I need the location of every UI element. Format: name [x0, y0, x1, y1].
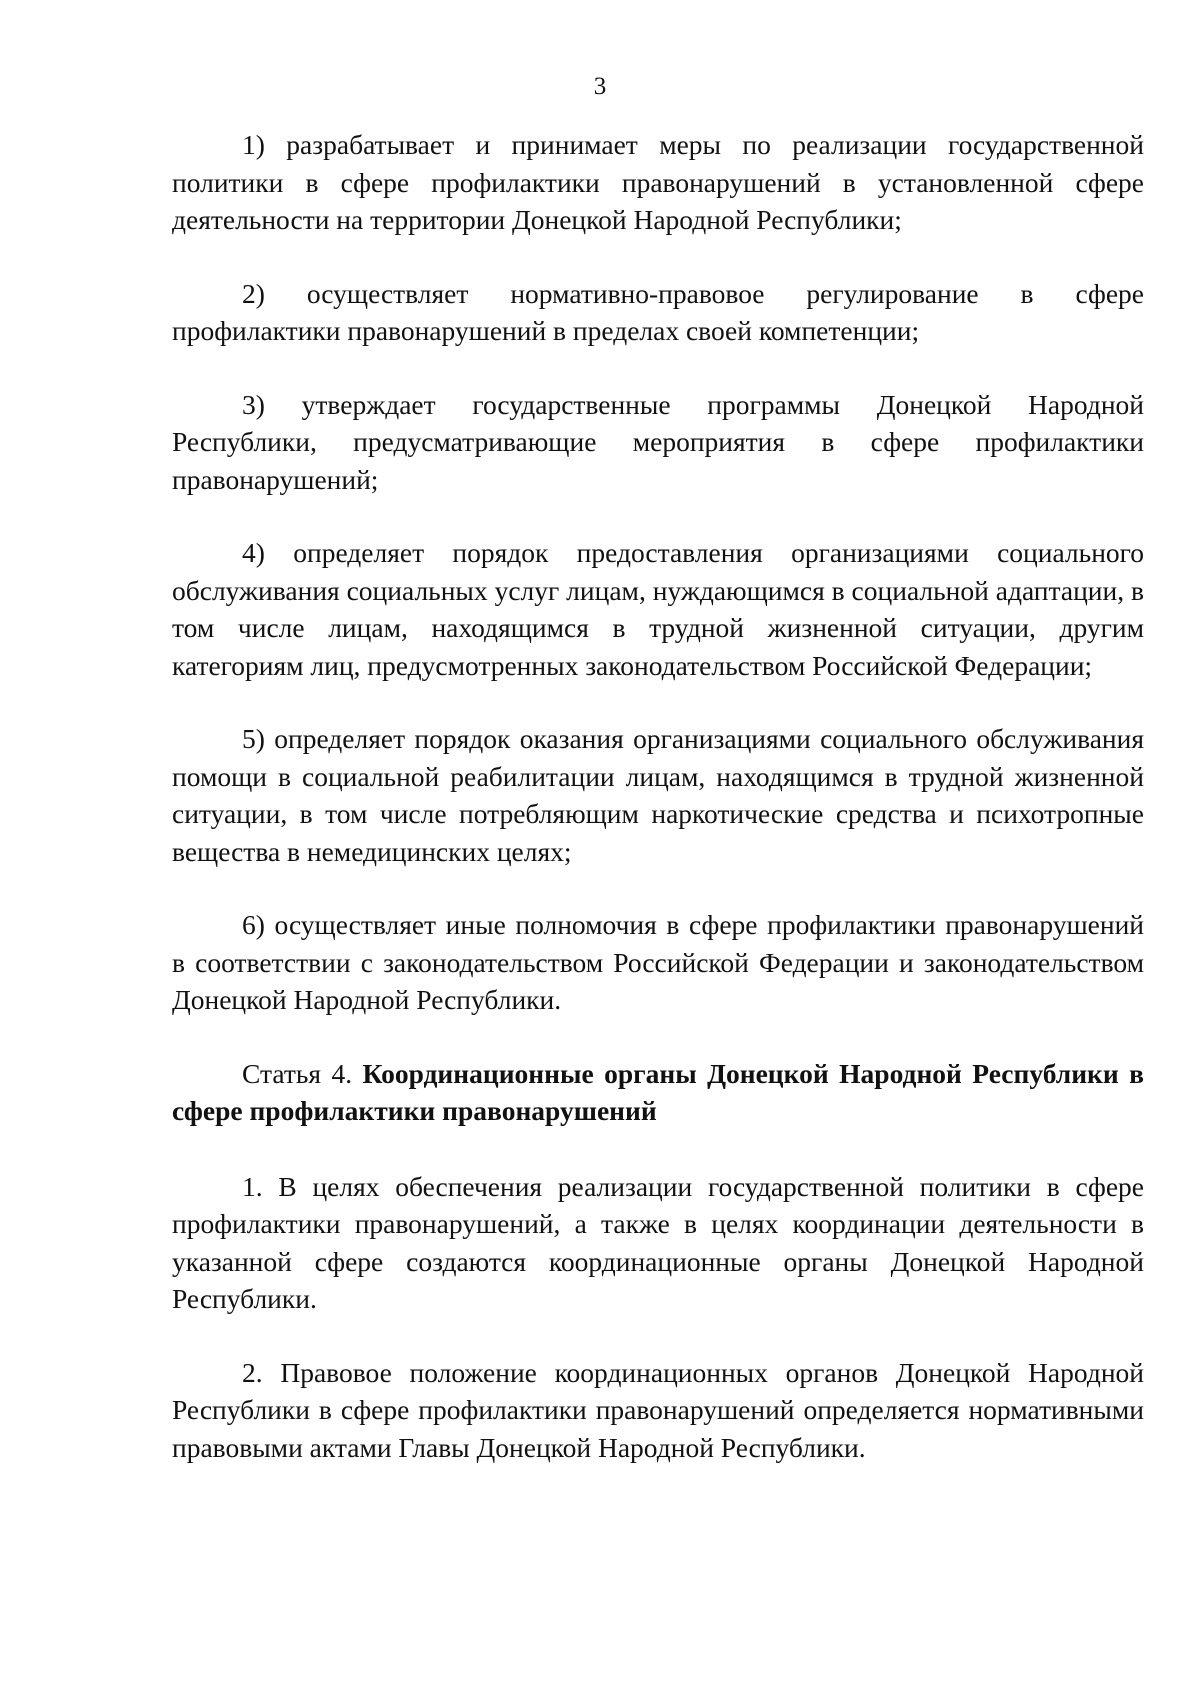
list-item — [172, 275, 1144, 350]
document-body — [172, 126, 1144, 1466]
article-heading — [172, 1055, 1144, 1130]
item-marker: 1) — [242, 129, 265, 160]
paragraph-marker: 2. — [242, 1356, 263, 1388]
item-text: осуществляет иные полномочия в сфере профилактики правонарушений в соответствии с законодательством Российской Федерации и законодательством Донецкой Народной Республики. — [172, 909, 1145, 1015]
paragraph-text: Правовое положение координационных органов Донецкой Народной Республики в сфере профилактики правонарушений определяется нормативными правовыми актами Главы Донецкой Народной Республики. — [172, 1356, 1145, 1463]
list-item — [172, 534, 1144, 684]
item-text: определяет порядок предоставления организациями социального обслуживания социальных услуг лицам, нуждающимся в социальной адаптации, в том числе лицам, находящимся в трудной жизненной ситуации, другим категориям лиц, предусмотренных законодательством Российской Федерации; — [172, 537, 1145, 681]
list-item — [172, 386, 1144, 499]
item-marker: 2) — [242, 277, 265, 309]
item-marker: 4) — [242, 537, 265, 568]
article-paragraph — [172, 1354, 1144, 1467]
page-number: 3 — [593, 73, 607, 100]
list-item — [172, 906, 1144, 1019]
item-marker: 3) — [242, 388, 265, 420]
item-marker: 5) — [242, 723, 265, 754]
paragraph-text: В целях обеспечения реализации государственной политики в сфере профилактики правонарушений, а также в целях координации деятельности в указанной сфере создаются координационные органы Донецкой Народной Республики. — [172, 1170, 1145, 1314]
list-item — [172, 126, 1144, 239]
item-text: осуществляет нормативно-правовое регулирование в сфере профилактики правонарушений в пределах своей компетенции; — [172, 277, 1144, 346]
list-item — [172, 720, 1144, 870]
item-text: утверждает государственные программы Донецкой Народной Республики, предусматривающие мероприятия в сфере профилактики правонарушений; — [172, 388, 1145, 495]
article-prefix: Статья 4. — [242, 1057, 353, 1089]
article-title: Координационные органы Донецкой Народной Республики в сфере профилактики правонарушений — [172, 1057, 1144, 1126]
item-text: определяет порядок оказания организациями социального обслуживания помощи в социальной реабилитации лицам, находящимся в трудной жизненной ситуации, в том числе потребляющим наркотические средства и психотропные вещества в немедицинских целях; — [172, 723, 1144, 867]
item-marker: 6) — [242, 909, 265, 940]
item-text: разрабатывает и принимает меры по реализации государственной политики в сфере профилактики правонарушений в установленной сфере деятельности на территории Донецкой Народной Республики; — [172, 129, 1144, 235]
article-paragraph — [172, 1168, 1144, 1318]
paragraph-marker: 1. — [242, 1170, 263, 1202]
